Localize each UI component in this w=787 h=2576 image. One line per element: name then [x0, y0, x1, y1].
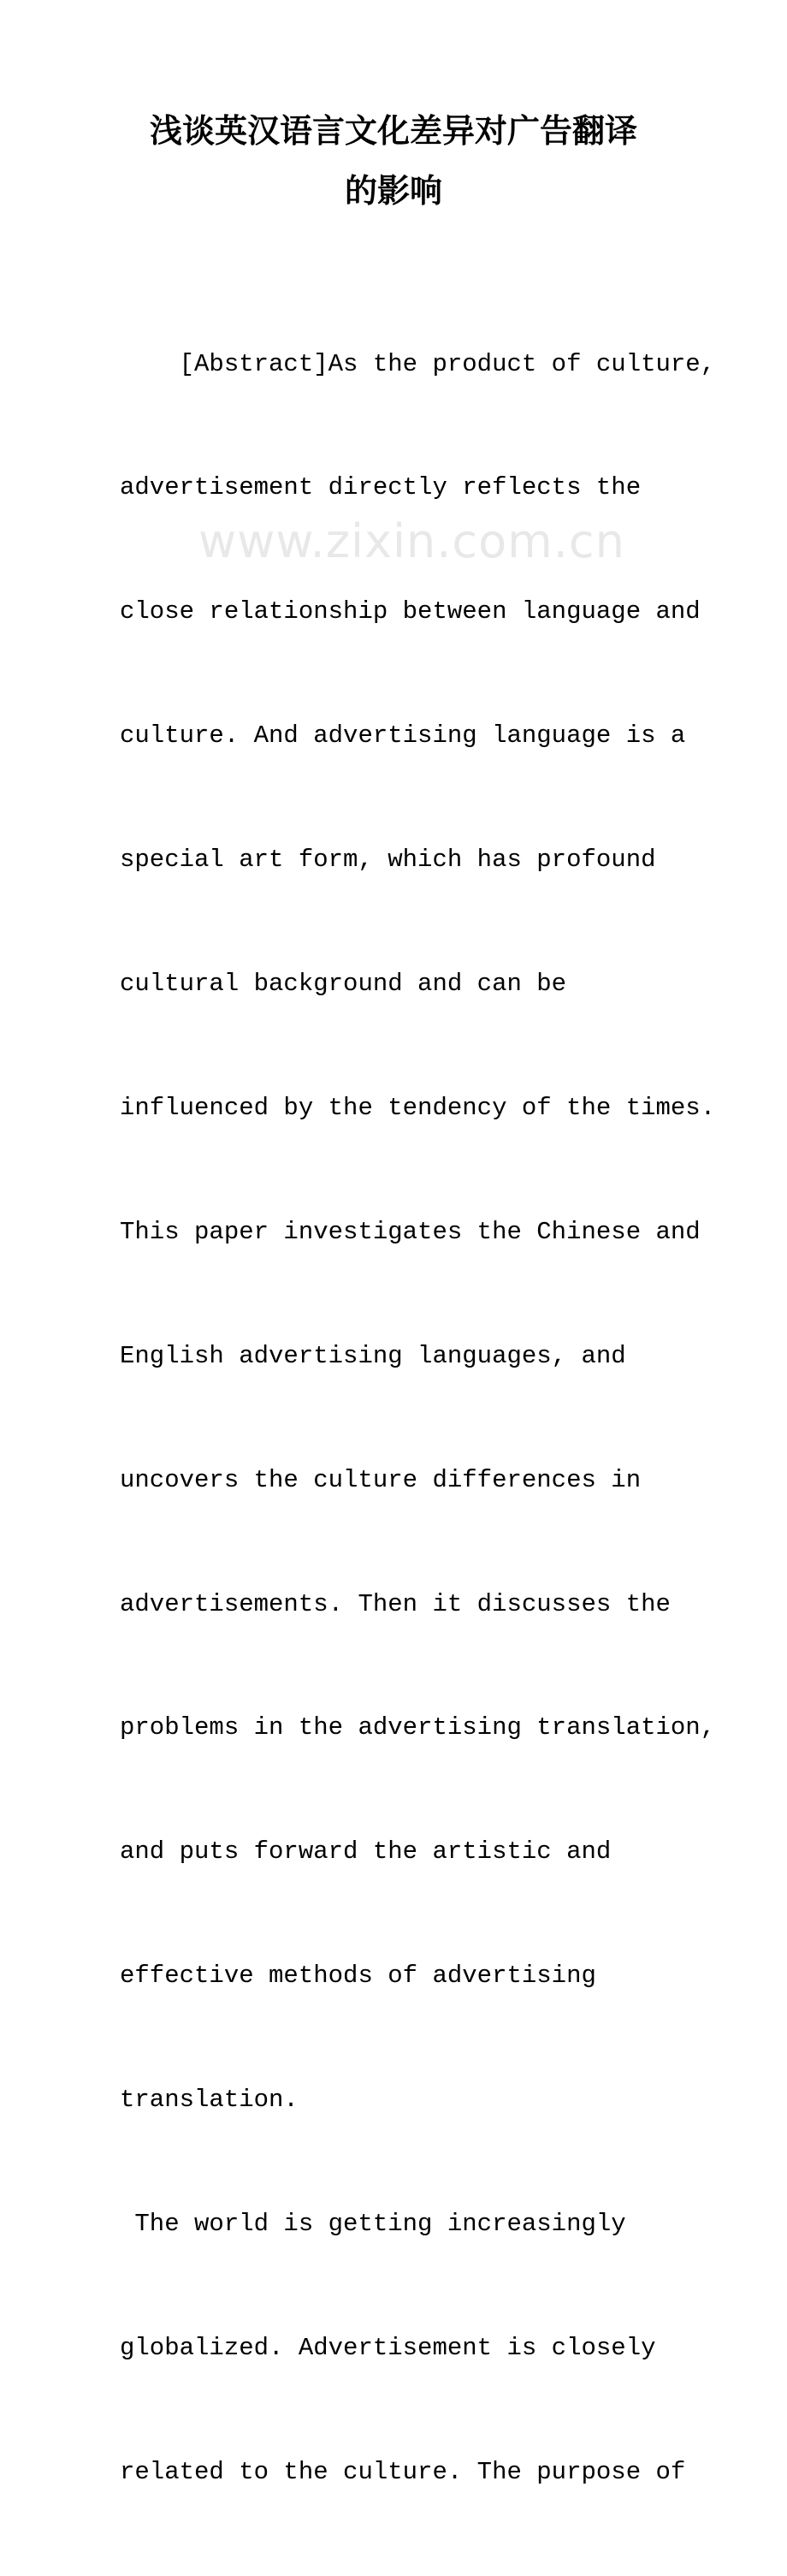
body-line: cultural background and can be: [120, 970, 567, 999]
body-line: effective methods of advertising: [120, 1962, 596, 1991]
body-line: This paper investigates the Chinese and: [120, 1217, 701, 1246]
body-line: related to the culture. The purpose of: [120, 2457, 686, 2486]
abstract-body: [120, 261, 716, 2576]
title-line-2: 的影响: [344, 171, 442, 210]
body-line: English advertising languages, and: [120, 1341, 626, 1370]
body-line: culture. And advertising language is a: [120, 721, 686, 751]
body-line: The world is getting increasingly: [120, 2209, 626, 2238]
body-line: [Abstract]As the product of culture,: [120, 349, 716, 378]
body-line: influenced by the tendency of the times.: [120, 1093, 716, 1122]
body-line: uncovers the culture differences in: [120, 1465, 642, 1494]
body-line: close relationship between language and: [120, 597, 701, 626]
body-line: advertisement directly reflects the: [120, 473, 642, 502]
document-title: [120, 101, 667, 221]
watermark-text: www.zixin.com.cn: [198, 514, 625, 568]
body-line: translation.: [120, 2086, 299, 2115]
body-line: and puts forward the artistic and: [120, 1837, 612, 1867]
body-line: advertisements. Then it discusses the: [120, 1589, 671, 1618]
body-line: globalized. Advertisement is closely: [120, 2333, 656, 2362]
body-line: problems in the advertising translation,: [120, 1713, 716, 1742]
title-line-1: 浅谈英汉语言文化差异对广告翻译: [149, 111, 637, 150]
body-line: special art form, which has profound: [120, 846, 656, 875]
